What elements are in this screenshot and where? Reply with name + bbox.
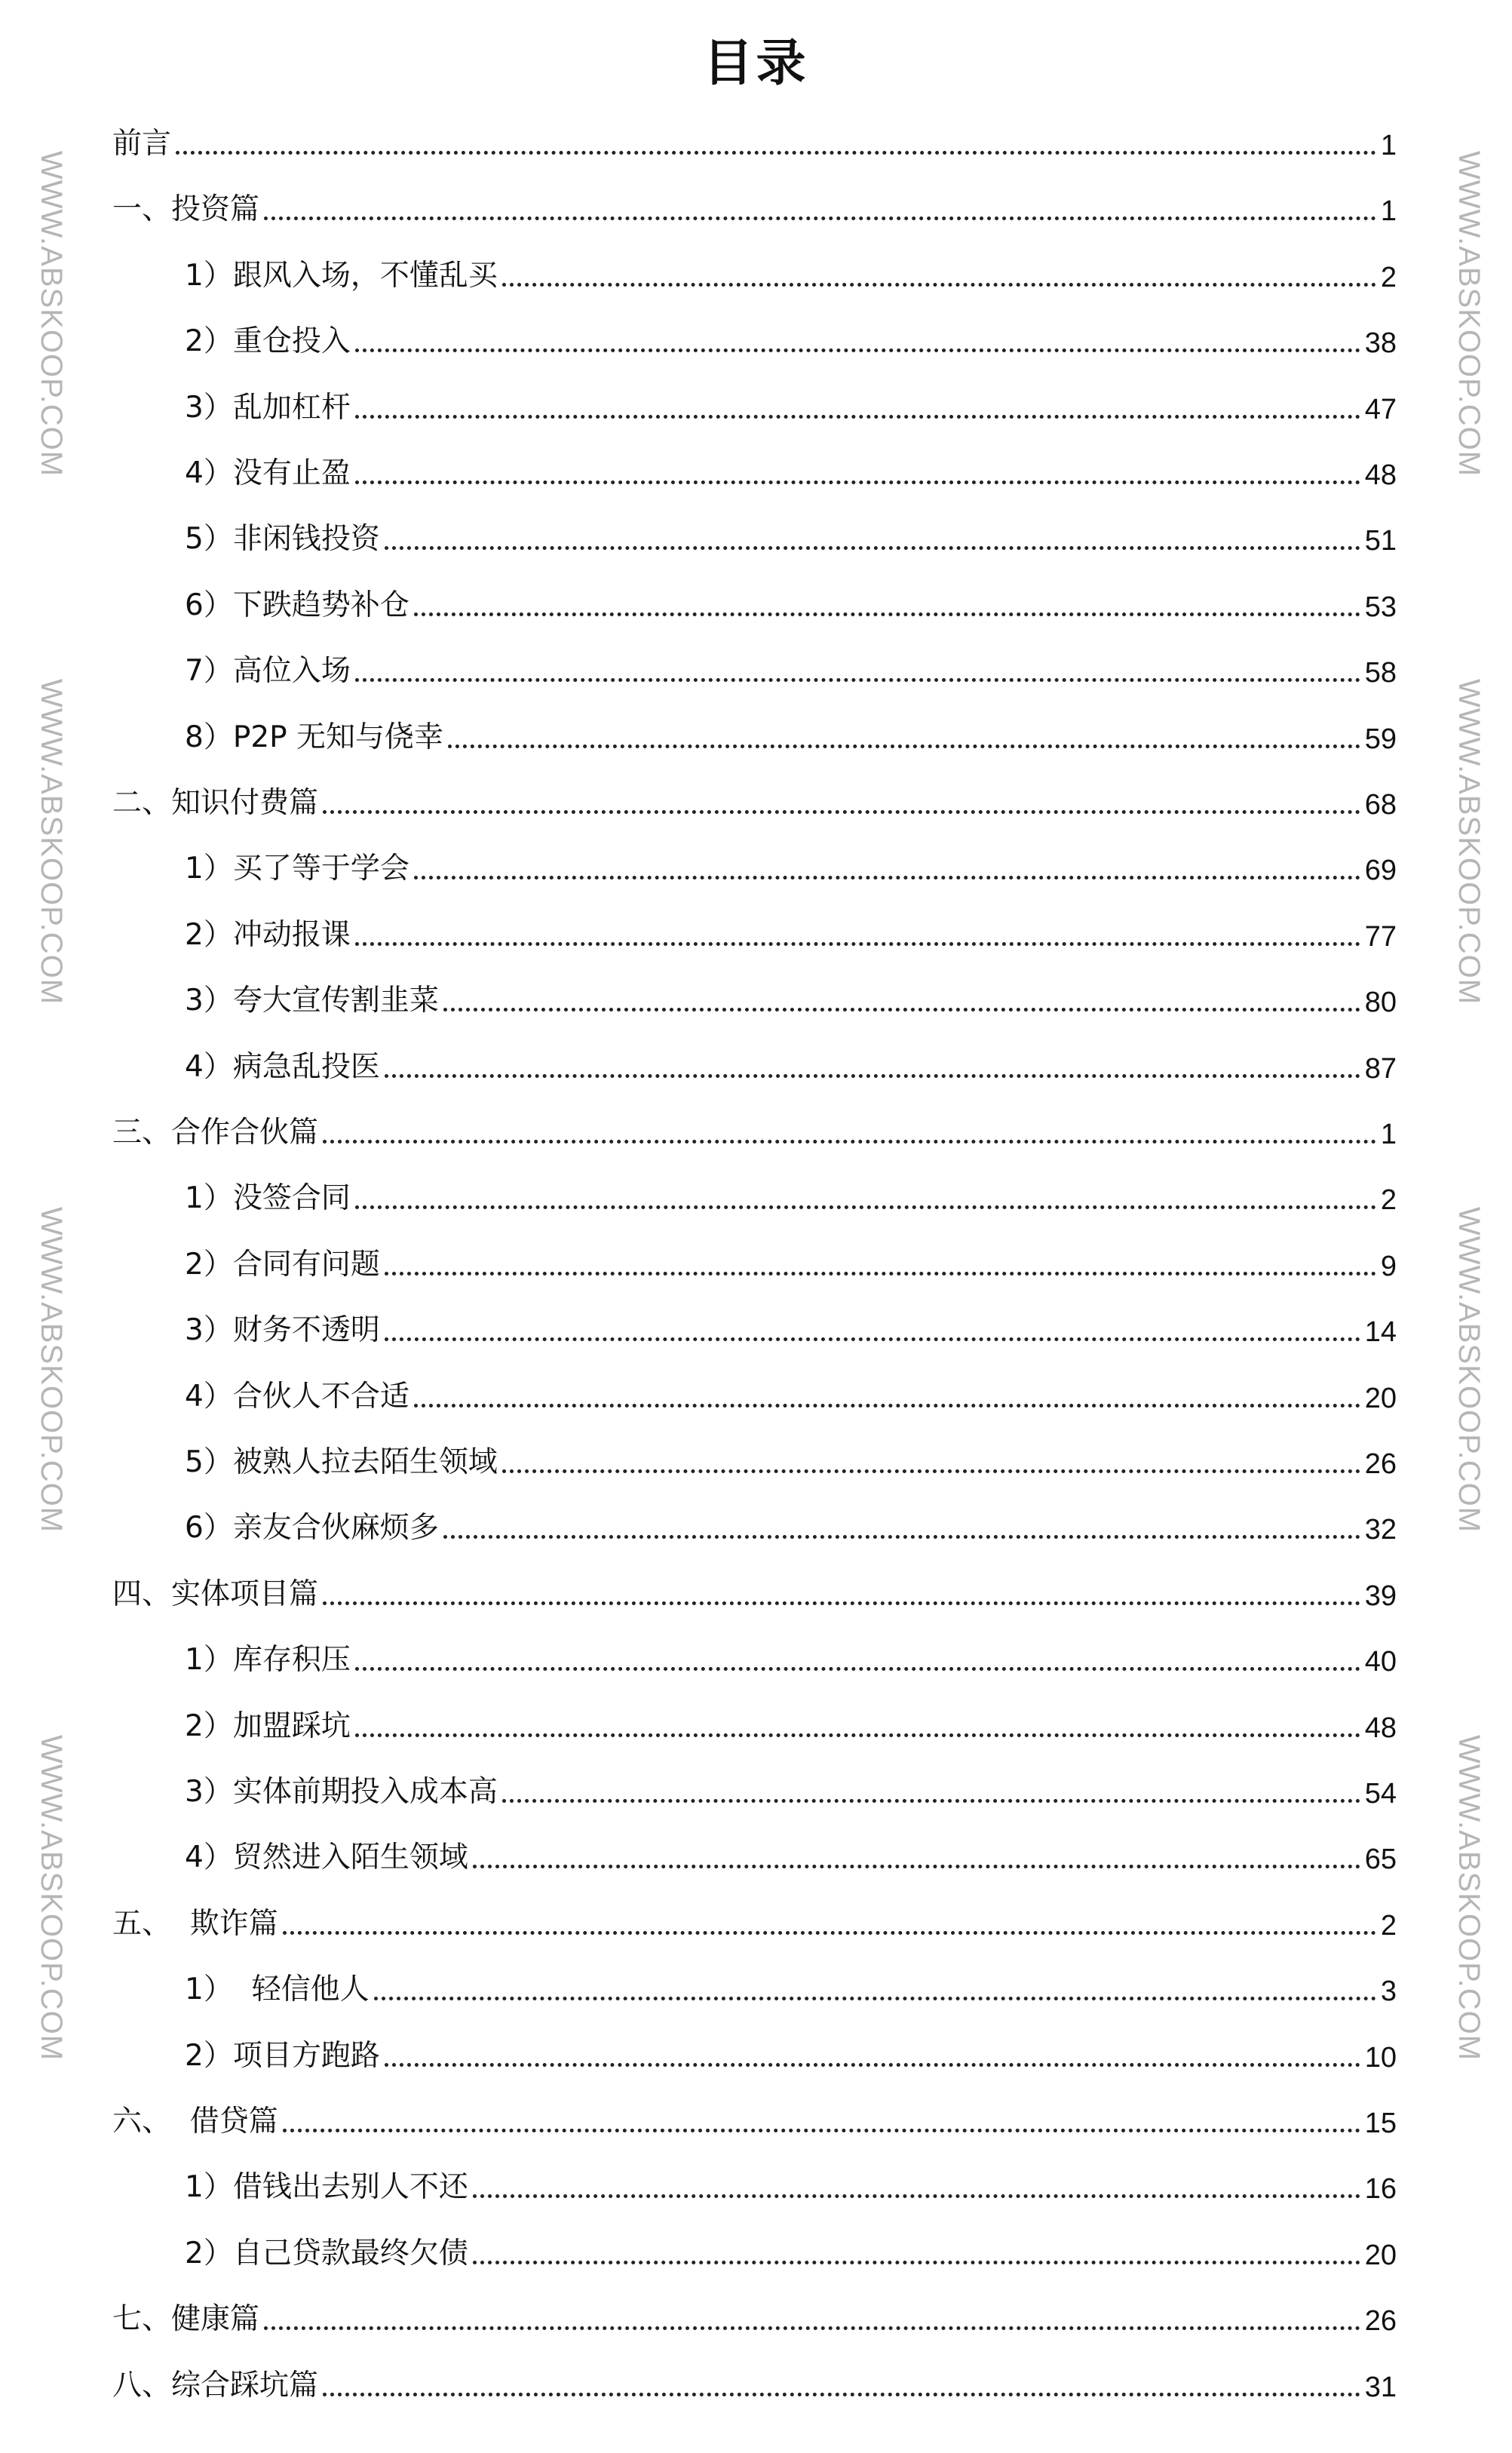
dot-leader	[264, 216, 1376, 220]
toc-entry[interactable]	[185, 315, 1397, 360]
dot-leader	[323, 1140, 1376, 1144]
dot-leader	[355, 480, 1360, 484]
toc-entry[interactable]	[112, 2095, 1397, 2140]
toc-entry-label: 4）合伙人不合适	[185, 1379, 409, 1414]
toc-entry-page-number: 40	[1364, 1646, 1397, 1678]
toc-entry-label: 5）非闲钱投资	[185, 522, 380, 557]
toc-entry-page-number: 20	[1364, 2239, 1397, 2271]
toc-entry-page-number: 48	[1364, 1712, 1397, 1744]
toc-entry-page-number: 59	[1364, 723, 1397, 755]
toc-entry-page-number: 3	[1380, 1976, 1397, 2008]
watermark-text: WWW.ABSKOOP.COM	[35, 679, 68, 1005]
dot-leader	[414, 876, 1360, 880]
toc-entry-label: 2）合同有问题	[185, 1247, 380, 1282]
toc-entry-page-number: 32	[1364, 1514, 1397, 1546]
dot-leader	[473, 2194, 1360, 2198]
dot-leader	[176, 151, 1376, 155]
toc-entry-page-number: 1	[1380, 195, 1397, 228]
dot-leader	[385, 1074, 1360, 1078]
toc-entry-page-number: 65	[1364, 1844, 1397, 1876]
toc-entry-page-number: 38	[1364, 327, 1397, 360]
dot-leader	[414, 1404, 1360, 1408]
toc-entry[interactable]	[185, 1303, 1397, 1349]
toc-entry-label: 4）贸然进入陌生领域	[185, 1841, 468, 1875]
toc-entry[interactable]	[185, 1699, 1397, 1745]
dot-leader	[443, 1535, 1360, 1539]
toc-entry[interactable]	[185, 1765, 1397, 1810]
toc-entry-page-number: 9	[1380, 1250, 1397, 1282]
dot-leader	[323, 810, 1360, 814]
toc-entry[interactable]	[112, 1897, 1397, 1942]
toc-entry-page-number: 16	[1364, 2173, 1397, 2206]
toc-entry-label: 七、健康篇	[112, 2302, 260, 2337]
toc-entry[interactable]	[185, 644, 1397, 689]
watermark-text: WWW.ABSKOOP.COM	[35, 151, 68, 477]
dot-leader	[264, 2326, 1360, 2330]
dot-leader	[385, 2063, 1360, 2067]
toc-entry-page-number: 69	[1364, 855, 1397, 887]
toc-entry-label: 2）冲动报课	[185, 917, 351, 952]
toc-entry-label: 3）夸大宣传割韭菜	[185, 984, 439, 1018]
watermark-text: WWW.ABSKOOP.COM	[1452, 151, 1486, 477]
toc-entry-label: 三、合作合伙篇	[112, 1116, 319, 1150]
dot-leader	[473, 2261, 1360, 2264]
dot-leader	[448, 744, 1360, 748]
toc-entry[interactable]	[185, 908, 1397, 953]
toc-entry-label: 1）没签合同	[185, 1181, 351, 1216]
toc-entry-label: 3）乱加杠杆	[185, 390, 351, 425]
toc-entry[interactable]	[185, 2029, 1397, 2074]
dot-leader	[502, 283, 1376, 287]
toc-entry-label: 1）买了等于学会	[185, 852, 409, 886]
toc-entry-page-number: 80	[1364, 987, 1397, 1019]
dot-leader	[355, 1733, 1360, 1737]
toc-entry-label: 二、知识付费篇	[112, 786, 319, 820]
dot-leader	[385, 1337, 1360, 1341]
dot-leader	[473, 1865, 1360, 1868]
toc-entry-label: 1）库存积压	[185, 1643, 351, 1678]
toc-entry[interactable]	[185, 2160, 1397, 2206]
toc-entry-page-number: 68	[1364, 789, 1397, 821]
watermark-text: WWW.ABSKOOP.COM	[35, 1207, 68, 1534]
toc-entry-label: 六、 借贷篇	[112, 2105, 278, 2138]
toc-entry[interactable]	[112, 776, 1397, 821]
toc-entry-label: 4）没有止盈	[185, 456, 351, 490]
toc-entry-page-number: 48	[1364, 459, 1397, 491]
toc-entry[interactable]	[112, 2292, 1397, 2338]
dot-leader	[443, 1008, 1360, 1012]
toc-entry-label: 4）病急乱投医	[185, 1049, 380, 1084]
watermark-text: WWW.ABSKOOP.COM	[1452, 1207, 1486, 1534]
watermark-text: WWW.ABSKOOP.COM	[1452, 679, 1486, 1005]
toc-entry-page-number: 58	[1364, 657, 1397, 689]
toc-entry-label: 四、实体项目篇	[112, 1576, 319, 1611]
toc-entry-page-number: 15	[1364, 2108, 1397, 2139]
dot-leader	[385, 546, 1360, 550]
watermark-text: WWW.ABSKOOP.COM	[1452, 1735, 1486, 2062]
toc-entry[interactable]	[185, 1238, 1397, 1283]
toc-entry-label: 8）P2P 无知与侥幸	[185, 720, 444, 754]
dot-leader	[355, 942, 1360, 946]
toc-entry[interactable]	[185, 1633, 1397, 1678]
dot-leader	[355, 1667, 1360, 1671]
page-title: 目录	[703, 34, 809, 92]
dot-leader	[355, 1205, 1376, 1209]
toc-entry-page-number: 47	[1364, 393, 1397, 425]
toc-entry-label: 6）亲友合伙麻烦多	[185, 1511, 439, 1546]
toc-entry-page-number: 51	[1364, 525, 1397, 557]
toc-entry-label: 2）加盟踩坑	[185, 1709, 351, 1743]
toc-entry[interactable]	[185, 512, 1397, 557]
toc-entry-label: 3）实体前期投入成本高	[185, 1775, 498, 1809]
toc-entry[interactable]	[112, 1106, 1397, 1151]
toc-entry-page-number: 87	[1364, 1052, 1397, 1085]
dot-leader	[323, 1601, 1360, 1605]
toc-entry[interactable]	[185, 1040, 1397, 1085]
toc-entry-label: 7）高位入场	[185, 654, 351, 689]
watermark-text: WWW.ABSKOOP.COM	[35, 1735, 68, 2062]
toc-entry[interactable]	[112, 183, 1397, 228]
toc-entry[interactable]	[185, 1435, 1397, 1481]
dot-leader	[414, 612, 1360, 616]
toc-entry-label: 一、投资篇	[112, 192, 260, 227]
toc-entry-label: 前言	[112, 127, 172, 161]
toc-entry-page-number: 54	[1364, 1778, 1397, 1810]
toc-entry-page-number: 10	[1364, 2041, 1397, 2074]
toc-entry[interactable]	[185, 381, 1397, 426]
toc-entry-label: 2）项目方跑路	[185, 2038, 380, 2073]
toc-entry-label: 八、综合踩坑篇	[112, 2368, 319, 2402]
toc-entry[interactable]	[185, 1963, 1397, 2008]
toc-entry-page-number: 14	[1364, 1316, 1397, 1349]
toc-entry-label: 5）被熟人拉去陌生领域	[185, 1445, 498, 1479]
toc-entry[interactable]	[185, 2227, 1397, 2272]
toc-entry-label: 1） 轻信他人	[185, 1973, 370, 2007]
toc-entry-label: 6）下跌趋势补仓	[185, 588, 409, 622]
dot-leader	[374, 1997, 1376, 2000]
toc-entry-page-number: 2	[1380, 261, 1397, 293]
toc-entry-page-number: 39	[1364, 1580, 1397, 1612]
toc-entry[interactable]	[185, 1501, 1397, 1546]
toc-entry[interactable]	[112, 2359, 1397, 2404]
toc-entry-page-number: 1	[1380, 130, 1397, 161]
dot-leader	[283, 1931, 1376, 1935]
toc-entry-page-number: 2	[1380, 1909, 1397, 1942]
dot-leader	[502, 1469, 1360, 1473]
dot-leader	[385, 1272, 1376, 1276]
toc-entry-page-number: 77	[1364, 920, 1397, 953]
toc-entry-label: 2）自己贷款最终欠债	[185, 2236, 468, 2270]
toc-entry-page-number: 2	[1380, 1184, 1397, 1217]
toc-entry[interactable]	[185, 842, 1397, 887]
dot-leader	[323, 2393, 1360, 2396]
toc-entry-page-number: 20	[1364, 1382, 1397, 1414]
toc-entry[interactable]	[185, 711, 1397, 756]
dot-leader	[283, 2129, 1360, 2132]
dot-leader	[355, 415, 1360, 419]
toc-entry-page-number: 1	[1380, 1119, 1397, 1150]
dot-leader	[502, 1799, 1360, 1803]
toc-entry[interactable]	[112, 1567, 1397, 1613]
toc-entry-page-number: 53	[1364, 591, 1397, 623]
toc-entry-label: 1）跟风入场，不懂乱买	[185, 258, 498, 293]
toc-entry-label: 五、 欺诈篇	[112, 1906, 278, 1941]
toc-entry-page-number: 31	[1364, 2371, 1397, 2403]
toc-entry[interactable]	[185, 974, 1397, 1019]
toc-entry[interactable]	[185, 1370, 1397, 1415]
dot-leader	[355, 678, 1360, 682]
toc-entry-label: 3）财务不透明	[185, 1313, 380, 1348]
toc-entry[interactable]	[185, 1171, 1397, 1217]
toc-entry[interactable]	[112, 117, 1397, 162]
toc-entry-page-number: 26	[1364, 2305, 1397, 2338]
toc-entry[interactable]	[185, 249, 1397, 294]
toc-entry-page-number: 26	[1364, 1448, 1397, 1480]
toc-entry-label: 2）重仓投入	[185, 324, 351, 359]
toc-entry-label: 1）借钱出去别人不还	[185, 2170, 468, 2205]
toc-entry[interactable]	[185, 447, 1397, 492]
dot-leader	[355, 348, 1360, 352]
toc-entry[interactable]	[185, 579, 1397, 624]
toc-entry[interactable]	[185, 1831, 1397, 1876]
